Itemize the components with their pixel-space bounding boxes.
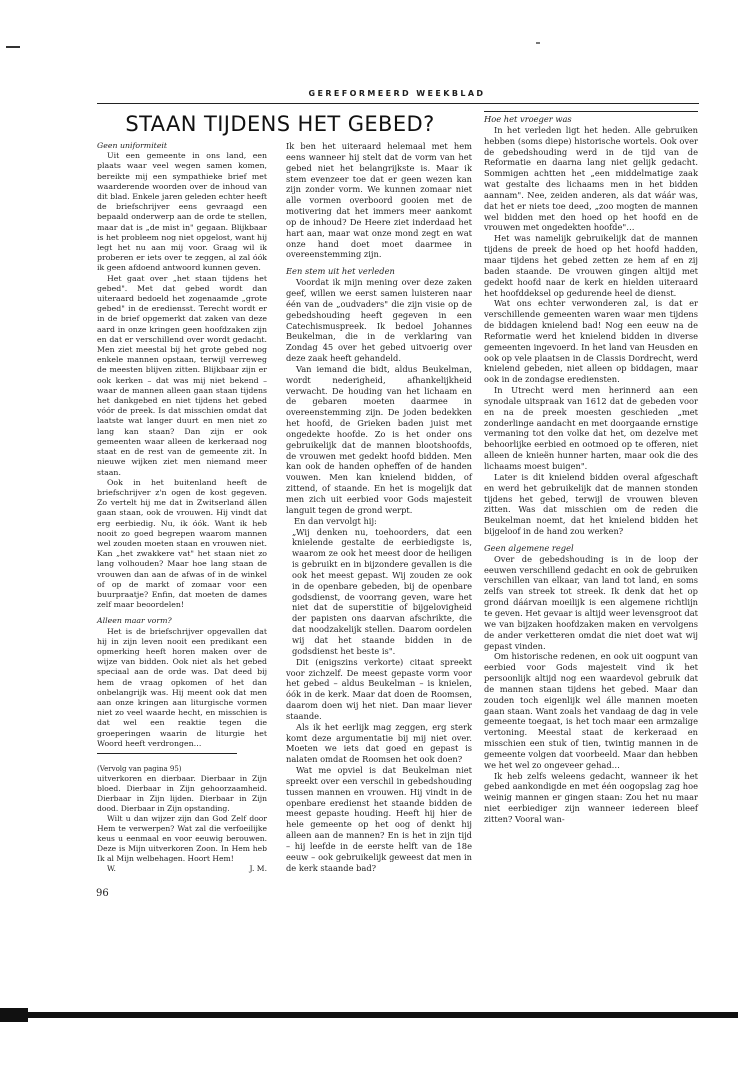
subheading: Alleen maar vorm? bbox=[97, 616, 172, 626]
scan-mark bbox=[6, 46, 20, 48]
paragraph: Van iemand die bidt, aldus Beukelman, wordt nederigheid, afhankelijkheid verwacht. De houding van het lichaam en de gebaren moeten daarmee in overeenstemming zijn. De joden bedekken het hoofd, de Grieken baden juist met ongedekte hoofde. Zo is het onder ons gebruikelijk dat de mannen blootshoofds, de vrouwen met gedekt hoofd bidden. Men kan ook de handen opheffen of de handen vouwen. Men kan knielend bidden, of zittend, of staande. En het is mogelijk dat men zich uit eerbied voor Gods majesteit languit tegen de grond werpt. bbox=[286, 363, 472, 515]
scan-dot bbox=[536, 42, 540, 44]
signature bbox=[97, 864, 267, 874]
quotation bbox=[292, 527, 472, 657]
paragraph: Dit (enigszins verkorte) citaat spreekt voor zichzelf. De meest gepaste vorm voor het gebed – aldus Beukelman – is knielen, óók in de kerk. Maar dat doen de Roomsen, daarom doen wij het niet. Dan maar liever staande. bbox=[286, 656, 472, 721]
masthead-rule bbox=[97, 103, 699, 104]
paragraph: Het is de briefschrijver opgevallen dat hij in zijn leven nooit een predikant een opmerking heeft horen maken over de wijze van bidden. Ook niet als het gebed speciaal aan de orde was. Dat deed bij hem de vraag opkomen of het dan onbelangrijk was. Hij meent ook dat men aan onze kringen aan liturgische vormen niet zo veel waarde hecht, en misschien is dat wel een reaktie tegen die groeperingen waarin de liturgie het Woord heeft verdrongen… bbox=[97, 626, 267, 748]
subheading: Een stem uit het verleden bbox=[286, 266, 395, 277]
continuation-note: (Vervolg van pagina 95) bbox=[97, 764, 182, 773]
page-title: STAAN TIJDENS HET GEBED? bbox=[125, 112, 435, 136]
signature-right: J. M. bbox=[249, 864, 267, 874]
subheading: Geen algemene regel bbox=[484, 542, 574, 553]
subheading: Hoe het vroeger was bbox=[484, 114, 572, 124]
column-3-rule bbox=[484, 111, 698, 112]
paragraph: Het gaat over „het staan tijdens het gebed". Met dat gebed wordt dan uiteraard bedoeld het zogenaamde „grote gebed" in de erediensst. Terecht wordt er in de brief opgemerkt dat zaken van deze aard in onze kringen geen hoofdzaken zijn en dat er verschillend over wordt gedacht. Men ziet meestal bij het grote gebed nog enkele mannen opstaan, terwijl verreweg de meesten blijven zitten. Blijkbaar zijn er ook kerken – dat was mij niet bekend – waar de mannen alleen gaan staan tijdens het dankgebed en niet tijdens het gebed vóór de preek. Is dat misschien omdat dat laatste wat langer duurt en men niet zo lang kan staan? Dan zijn er ook gemeenten waar alleen de kerkeraad nog staat en de rest van de gemeente zit. In nieuwe wijken ziet men niemand meer staan. bbox=[97, 273, 267, 477]
paragraph: Wat ons echter verwonderen zal, is dat er verschillende gemeenten waren waar men tijdens de biddagen knielend bad! Nog een eeuw na de Reformatie werd het knielend bidden in diverse gemeenten ingevoerd. In het land van Heusden en ook op vele plaatsen in de Classis Dordrecht, werd knielend gebeden, niet alleen op biddagen, maar ook in de zondagse erediensten. bbox=[484, 298, 698, 385]
paragraph: In Utrecht werd men herinnerd aan een synodale uitspraak van 1612 dat de gebeden voor en na de preek moesten geschieden „met zonderlinge aandacht en met doorgaande ernstige vermaning tot den volke dat het, om dezelve met behoorlijke eerbied en ootmoed op te offeren, niet alleen de knieën hunner harten, maar ook die des lichaams moest buigen". bbox=[484, 385, 698, 471]
paragraph: Wat me opviel is dat Beukelman niet spreekt over een verschil in gebedshouding tussen mannen en vrouwen. Hij vindt in de openbare eredienst het staande bidden de meest gepaste houding. Heeft hij hier de hele gemeente op het oog of denkt hij alleen aan de mannen? En is het in zijn tijd – hij leefde in de eerste helft van de 18e eeuw – ook gebruikelijk geweest dat men in de kerk staande bad? bbox=[286, 765, 472, 873]
paragraph: Als ik het eerlijk mag zeggen, erg sterk komt deze argumentatie bij mij niet over. Moeten we iets dat goed en gepast is nalaten omdat de Roomsen het ook doen? bbox=[286, 721, 472, 765]
paragraph: uitverkoren en dierbaar. Dierbaar in Zijn bloed. Dierbaar in Zijn gehoorzaamheid. Dierbaar in Zijn lijden. Dierbaar in Zijn dood. Dierbaar in Zijn opstanding. bbox=[97, 774, 267, 814]
paragraph: En dan vervolgt hij: bbox=[294, 515, 377, 526]
column-3 bbox=[484, 114, 698, 825]
paragraph: Uit een gemeente in ons land, een plaats waar veel wegen samen komen, bereikte mij een sympathieke brief met waarderende woorden over de inhoud van dit blad. Enkele jaren geleden echter heeft de briefschrijver eens gevraagd een bepaald onderwerp aan de orde te stellen, maar dat is „de mist in" gegaan. Blijkbaar is het probleem nog niet opgelost, want hij legt het nu aan mij voor. Graag wil ik proberen er iets over te zeggen, al zal óók ik geen afdoend antwoord kunnen geven. bbox=[97, 151, 267, 273]
paragraph: Ook in het buitenland heeft de briefschrijver z'n ogen de kost gegeven. Zo vertelt hij me dat in Zwitserland állen gaan staan, ook de vrouwen. Hij vindt dat erg eerbiedig. Nu, ik óók. Want ik heb nooit zo goed begrepen waarom mannen wel zouden moeten staan en vrouwen niet. Kan „het zwakkere vat" het staan niet zo lang volhouden? Maar hoe lang staan de vrouwen dan aan de afwas of in de winkel of op de markt of zomaar voor een buurpraatje? Enfin, dat moeten de dames zelf maar beoordelen! bbox=[97, 477, 267, 610]
paragraph: Over de gebedshouding is in de loop der eeuwen verschillend gedacht en ook de gebruiken verschillen van elkaar, van land tot land, en soms zelfs van streek tot streek. Ik denk dat het op grond dáárvan moeilijk is een algemene richtlijn te geven. Het gevaar is altijd weer levensgroot dat we van bijzaken hoofdzaken maken en vervolgens de ander verketteren omdat die niet doet wat wij gepast vinden. bbox=[484, 553, 698, 651]
paragraph: Wilt u dan wijzer zijn dan God Zelf door Hem te verwerpen? Wat zal die verfoeilijke keus u eenmaal en voor eeuwig berouwen. Deze is Mijn uitverkoren Zoon. In Hem heb Ik al Mijn welbehagen. Hoort Hem! bbox=[97, 814, 267, 864]
paragraph: Ik heb zelfs weleens gedacht, wanneer ik het gebed aankondigde en met één oogopslag zag hoe weinig mannen er gingen staan: Zou het nu maar niet eerbiediger zijn wanneer iedereen bleef zitten? Vooral wan- bbox=[484, 770, 698, 824]
column-2 bbox=[286, 141, 472, 874]
column-1 bbox=[97, 141, 267, 874]
signature-left: W. bbox=[107, 864, 116, 874]
paragraph: Ik ben het uiteraard helemaal met hem eens wanneer hij stelt dat de vorm van het gebed niet het belangrijkste is. Maar ik stem evenzeer toe dat er geen wezen kan zijn zonder vorm. We kunnen zomaar niet alle vormen overboord gooien met de motivering dat het immers meer aankomt op de inhoud? De Heere ziet inderdaad het hart aan, maar wat onze mond zegt en wat onze hand doet moet daarmee in overeenstemming zijn. bbox=[286, 141, 472, 260]
paragraph: In het verleden ligt het heden. Alle gebruiken hebben (soms diepe) historische wortels. Ook over de gebedshouding werd in de tijd van de Reformatie en daarna lang niet gelijk gedacht. Sommigen achtten het „een middelmatige zaak wat gestalte des lichaams men in het bidden aannam". Nee, zeiden anderen, als dat wáár was, dat het er niets toe deed, „zoo mogten de mannen wel bidden met den hoed op het hoofd en de vrouwen met ongedekten hoofde"… bbox=[484, 124, 698, 233]
masthead: GEREFORMEERD WEEKBLAD bbox=[308, 89, 486, 98]
paragraph: Later is dit knielend bidden overal afgeschaft en werd het gebruikelijk dat de mannen stonden tijdens het gebed, terwijl de vrouwen bleven zitten. Was dat misschien om de reden die Beukelman noemt, dat het knielend bidden het bijgeloof in de hand zou werken? bbox=[484, 471, 698, 537]
page-number: 96 bbox=[96, 888, 109, 899]
scan-bottom-bar bbox=[0, 1012, 738, 1018]
paragraph: Voordat ik mijn mening over deze zaken geef, willen we eerst samen luisteren naar één van de „oudvaders" die zijn visie op de gebedshouding heeft gegeven in een Catechismuspreek. Ik bedoel Johannes Beukelman, die in de verklaring van Zondag 45 over het gebed uitvoerig over deze zaak heeft gehandeld. bbox=[286, 277, 472, 364]
subheading: Geen uniformiteit bbox=[97, 141, 168, 150]
paragraph: Het was namelijk gebruikelijk dat de mannen tijdens de preek de hoed op het hoofd hadden, maar tijdens het gebed zetten ze hem af en zij baden staande. De vrouwen gingen altijd met gedekt hoofd naar de kerk en hielden uiteraard het hoofddeksel op gedurende heel de dienst. bbox=[484, 233, 698, 298]
paragraph: Om historische redenen, en ook uit oogpunt van eerbied voor Gods majesteit vind ik het persoonlijk altijd nog een waardevol gebruik dat de mannen staan tijdens het gebed. Maar dan zouden toch eigenlijk wel álle mannen moeten gaan staan. Want zoals het vandaag de dag in vele gemeente toegaat, is het toch maar een armzalige vertoning. Meestal staat de kerkeraad en misschien een stuk of tien, twintig mannen in de gemeente volgen dat voorbeeld. Maar dan hebben we het wel zo ongeveer gehad… bbox=[484, 651, 698, 770]
footnote-rule bbox=[97, 753, 237, 754]
quote-text: „Wij denken nu, toehoorders, dat een knielende gestalte de eerbiedigste is, waarom ze ook het meest door de heiligen is gebruikt en in bijzondere gevallen is die ook het meest gepast. Wij zouden ze ook in de openbare gebeden, bij de openbare godsdienst, de voorrang geven, ware het niet dat de superstitie of bijgelovigheid der papisten ons daarvan afschrikte, die dat noodzakelijk stellen. Daarom oordelen wij dat het staande bidden in de godsdienst het beste is". bbox=[292, 526, 472, 656]
